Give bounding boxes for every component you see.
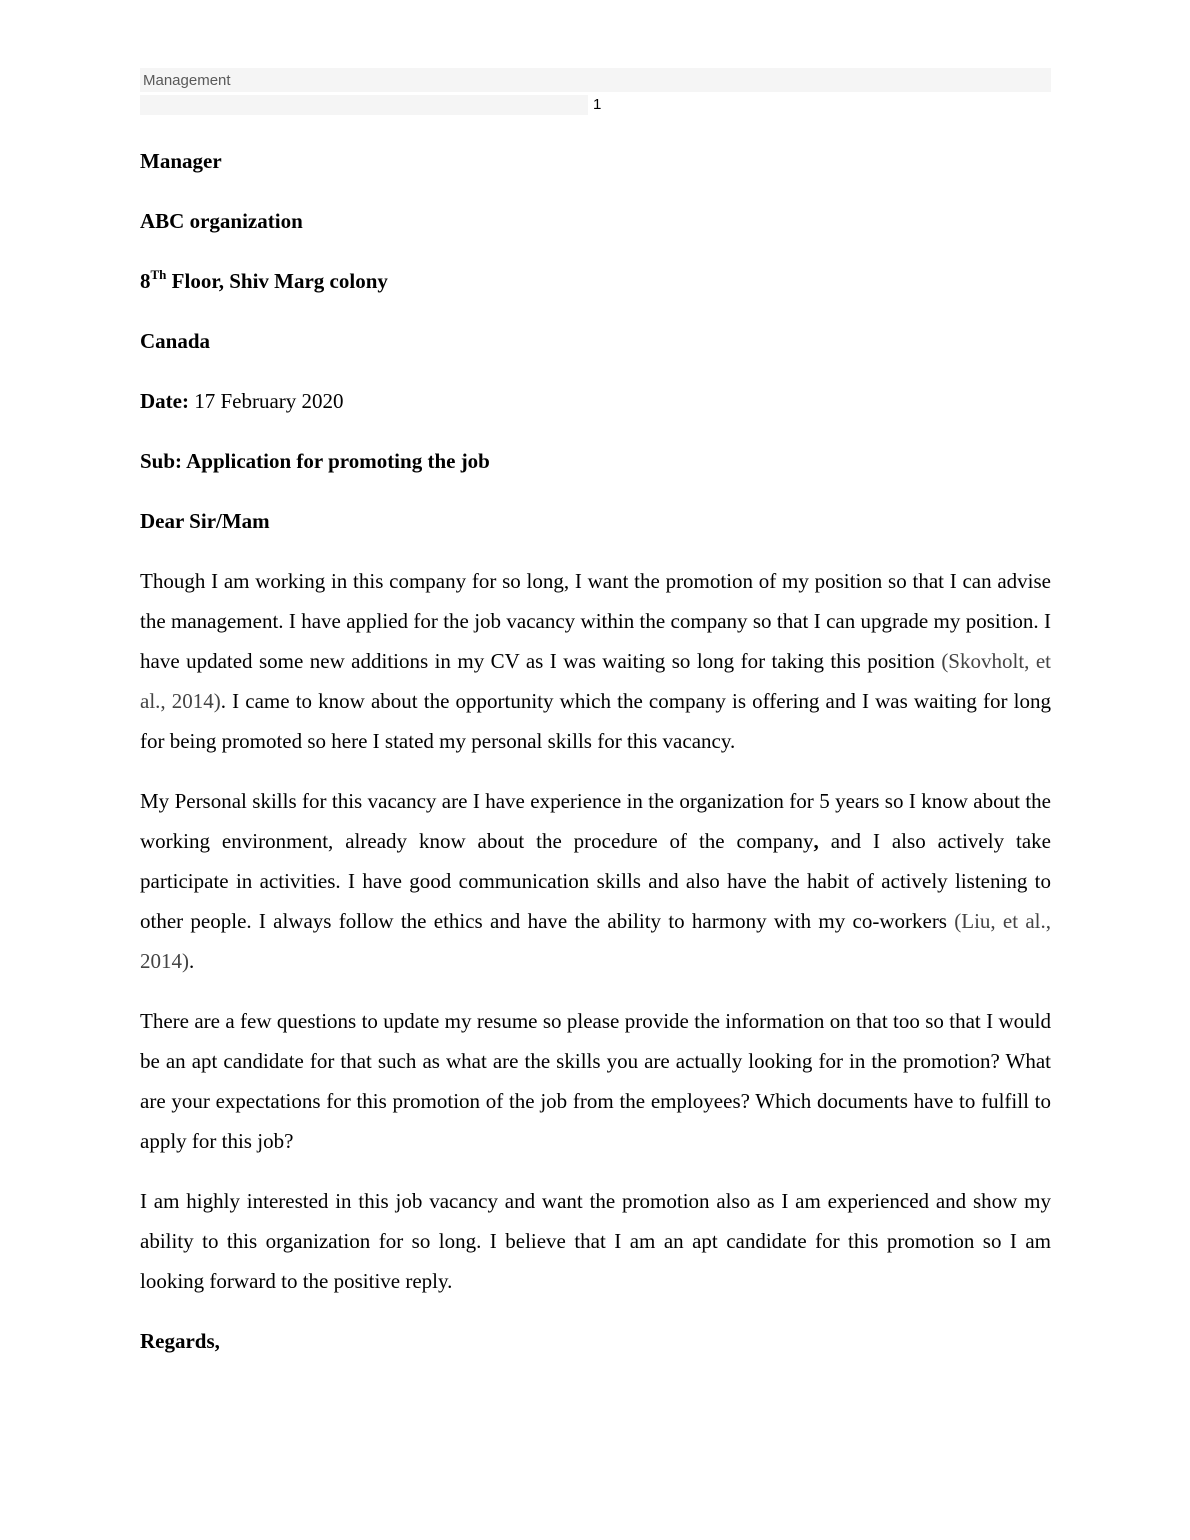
text-run: Th [150, 267, 167, 282]
letter-line [140, 381, 1051, 421]
text-run: My Personal skills for this vacancy are I have experience in the organization for 5 years so I know about the working environment, already know about the procedure of the company [140, 789, 1051, 853]
letter-line [140, 501, 1051, 541]
letter-line [140, 321, 1051, 361]
letter-line [140, 141, 1051, 181]
text-run: Though I am working in this company for so long, I want the promotion of my position so that I can advise the management. I have applied for the job vacancy within the company so that I can upgrade my position. I have updated some new additions in my CV as I was waiting so long for taking this position [140, 569, 1051, 673]
text-run: Manager [140, 149, 222, 173]
letter-paragraph [140, 781, 1051, 981]
text-run: Sub: Application for promoting the job [140, 449, 490, 473]
text-run: Canada [140, 329, 211, 353]
text-run: Regards, [140, 1329, 220, 1353]
letter-line [140, 201, 1051, 241]
text-run: . [189, 949, 195, 973]
text-run: ABC organization [140, 209, 303, 233]
text-run: , [813, 829, 819, 853]
letter-line [140, 1321, 1051, 1361]
citation-text: (Skovholt, et al., 2014) [140, 649, 1051, 713]
header-title-bar [140, 68, 1051, 92]
text-run: Dear Sir/Mam [140, 509, 270, 533]
text-run: 8 [140, 269, 151, 293]
header-shading-bar [140, 95, 588, 115]
letter-body [140, 141, 1051, 1361]
text-run: Floor, Shiv Marg colony [166, 269, 388, 293]
text-run: . I came to know about the opportunity which the company is offering and I was waiting for long for being promoted so here I stated my personal skills for this vacancy. [140, 689, 1051, 753]
text-run: Date: [140, 389, 189, 413]
text-run: 17 February 2020 [188, 389, 344, 413]
citation-text: (Liu, et al., 2014) [140, 909, 1051, 973]
letter-paragraph [140, 561, 1051, 761]
letter-paragraph [140, 1001, 1051, 1161]
text-run: and I also actively take participate in activities. I have good communication skills and also have the habit of actively listening to other people. I always follow the ethics and have the ability to harmony with my co-workers [140, 829, 1051, 933]
header-pagenumber-row [140, 95, 1051, 115]
text-run: I am highly interested in this job vacancy and want the promotion also as I am experienced and show my ability to this organization for so long. I believe that I am an apt candidate for this promotion so I am looking forward to the positive reply. [140, 1189, 1051, 1293]
letter-line [140, 441, 1051, 481]
page-number: 1 [593, 96, 602, 113]
header-doc-label: Management [143, 71, 231, 89]
page-header [140, 68, 1051, 115]
text-run: There are a few questions to update my resume so please provide the information on that too so that I would be an apt candidate for that such as what are the skills you are actually looking for in the promotion? What are your expectations for this promotion of the job from the employees? Which documents have to fulfill to apply for this job? [140, 1009, 1051, 1153]
letter-paragraph [140, 1181, 1051, 1301]
letter-line [140, 261, 1051, 301]
